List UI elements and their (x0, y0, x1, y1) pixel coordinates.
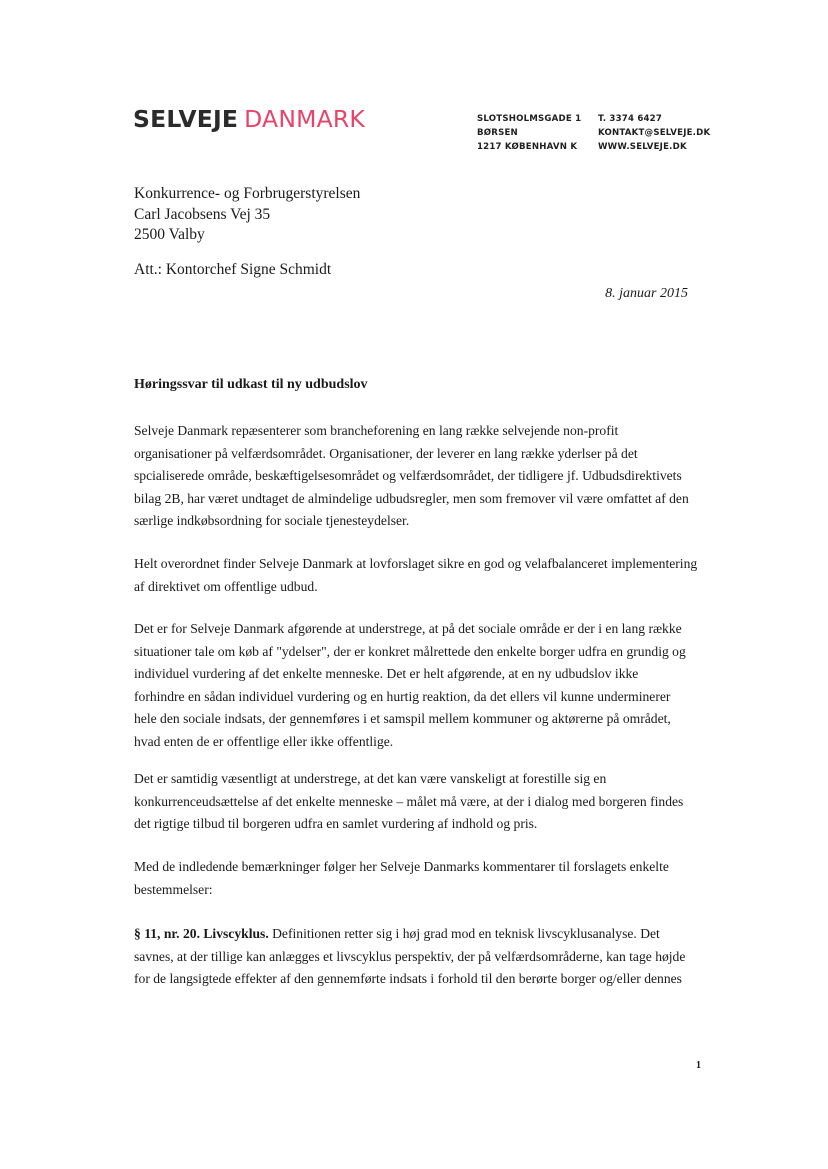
text-line: Helt overordnet finder Selveje Danmark at lovforslaget sikre en god og velafbalanceret implementering (134, 556, 698, 571)
text-line: Det er samtidig væsentligt at understrege, at det kan være vanskeligt at forestille sig en (134, 771, 607, 786)
text-line: spcialiserede område, beskæftigelsesområdet og velfærdsområdet, der tidligere jf. Udbudsdirektivets (134, 468, 682, 483)
section-label: § 11, nr. 20. Livscyklus. (134, 926, 269, 941)
recipient-line: Carl Jacobsens Vej 35 (134, 205, 271, 223)
letter-date: 8. januar 2015 (605, 286, 688, 301)
recipient-address (134, 184, 360, 246)
paragraph-social-area (134, 618, 714, 753)
section-text: Definitionen retter sig i høj grad mod en teknisk livscyklusanalyse. Det (268, 926, 660, 941)
address-line: BØRSEN (477, 128, 518, 138)
text-line (134, 923, 714, 946)
website-link[interactable]: WWW.SELVEJE.DK (598, 142, 687, 152)
sender-address (477, 112, 581, 154)
text-line: særlige indkøbsordning for sociale tjenesteydelser. (134, 513, 410, 528)
recipient-line: 2500 Valby (134, 226, 205, 243)
text-line: bilag 2B, har været undtaget de almindelige udbudsregler, men som fremover vil være omfattet af den (134, 490, 689, 506)
text-line: savnes, at der tillige kan anlægges et livscyklus perspektiv, der på velfærdsområderne, kan tage højde (134, 948, 686, 964)
text-line: Med de indledende bemærkninger følger her Selveje Danmarks kommentarer til forslagets enkelte (134, 859, 669, 874)
text-line: af direktivet om offentlige udbud. (134, 578, 318, 594)
paragraph-overall (134, 553, 714, 598)
text-line: hvad enten de er offentlige eller ikke offentlige. (134, 733, 394, 749)
sender-contact (598, 112, 710, 154)
text-line: det rigtige tilbud til borgeren udfra en samlet vurdering af indhold og pris. (134, 816, 538, 831)
email-link[interactable]: KONTAKT@SELVEJE.DK (598, 128, 711, 138)
text-line: situationer tale om køb af "ydelser", der er konkret målrettede den enkelte borger udfra en grundig og (134, 643, 686, 659)
text-line: organisationer på velfærdsområdet. Organisationer, der leverer en lang række yderlser på det (134, 445, 638, 461)
page-number: 1 (696, 1060, 701, 1071)
phone-number: T. 3374 6427 (598, 114, 663, 124)
text-line: Selveje Danmark repæsenterer som brancheforening en lang række selvejende non-profit (134, 423, 619, 438)
text-line: hele den sociale indsats, der gennemføres i et samspil mellem kommuner og aktørerne på området, (134, 711, 671, 726)
paragraph-comments-intro (134, 856, 714, 901)
attention-line: Att.: Kontorchef Signe Schmidt (134, 261, 332, 278)
text-line: konkurrenceudsættelse af det enkelte menneske – målet må være, at der i dialog med borgeren findes (134, 793, 684, 809)
paragraph-competition (134, 768, 714, 836)
text-line: for de langsigtede effekter af den gennemførte indsats i forhold til den berørte borger og/eller dennes (134, 971, 682, 986)
letter-heading: Høringssvar til udkast til ny udbudslov (134, 377, 368, 392)
address-line: 1217 KØBENHAVN K (477, 142, 578, 152)
text-line: individuel vurdering af det enkelte menneske. Det er helt afgørende, at en ny udbudslov ikke (134, 666, 639, 681)
recipient-line: Konkurrence- og Forbrugerstyrelsen (134, 185, 361, 202)
paragraph-section-11 (134, 923, 714, 991)
text-line: bestemmelser: (134, 881, 213, 897)
selveje-danmark-logo (133, 105, 365, 133)
paragraph-intro (134, 420, 714, 533)
logo-word-danmark: DANMARK (244, 105, 365, 133)
text-line: Det er for Selveje Danmark afgørende at understrege, at på det sociale område er der i en lang række (134, 621, 682, 636)
logo-word-selveje: SELVEJE (133, 105, 239, 133)
text-line: forhindre en sådan individuel vurdering og en hurtig reaktion, da det ellers vil kunne underminerer (134, 688, 671, 704)
address-line: SLOTSHOLMSGADE 1 (477, 114, 582, 124)
